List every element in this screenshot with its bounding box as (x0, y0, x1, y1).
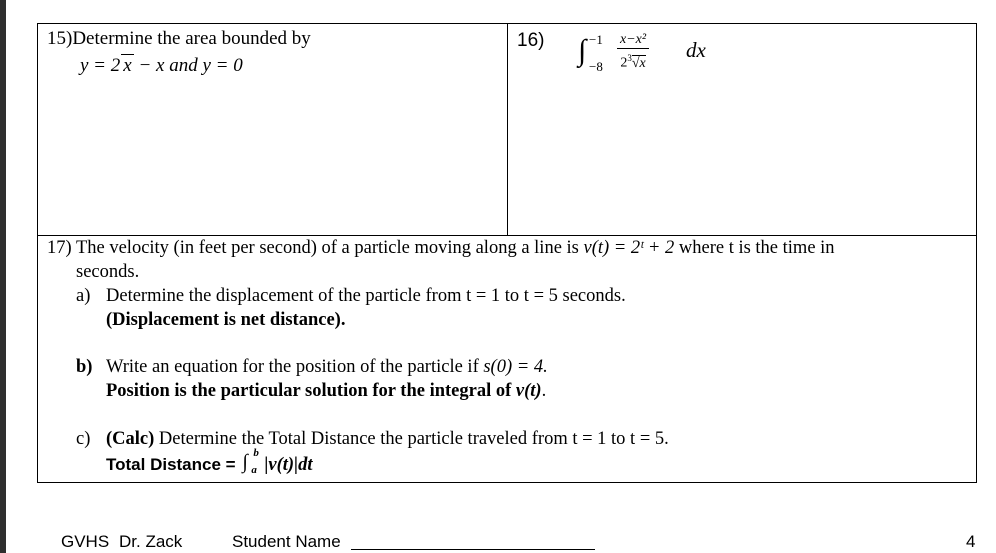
problem-16-cell (507, 23, 977, 236)
part-c-label: c) (76, 429, 91, 449)
part-c-text (106, 429, 669, 450)
equation-suffix: − x and y = 0 (133, 55, 243, 76)
root-index: 3 (627, 53, 632, 63)
denominator (617, 49, 649, 73)
problem-16-integral (578, 28, 728, 78)
equation-prefix: y = 2 (80, 55, 121, 76)
problem-15-cell (37, 23, 508, 236)
part-b-note-suffix: . (541, 381, 547, 401)
differential: dx (686, 38, 706, 62)
part-b-note-var: v(t) (515, 381, 542, 401)
radical (121, 54, 133, 77)
integral-sign: ∫ (242, 451, 248, 473)
upper-limit: −1 (589, 32, 603, 47)
problem-16-number: 16) (517, 30, 545, 51)
page-number: 4 (966, 532, 976, 551)
page-edge-bar (0, 0, 6, 553)
part-c-note (106, 447, 313, 476)
radicand: x (123, 55, 132, 76)
part-a-note-text: (Displacement is net distance). (106, 310, 346, 330)
numerator: x−x² (617, 31, 649, 49)
part-b-text (106, 357, 548, 378)
part-c-note-prefix: Total Distance = (106, 455, 241, 474)
part-a-note (106, 310, 345, 331)
footer-student-label: Student Name (232, 532, 341, 551)
problem-15-title: 15)Determine the area bounded by (47, 28, 311, 49)
footer-school: GVHS (61, 532, 110, 551)
intro-tail: where t is the time in (674, 238, 835, 258)
cube-root: √x (631, 55, 646, 71)
part-c-calc-tag: (Calc) (106, 429, 155, 449)
part-c-integrand: |v(t)|dt (264, 455, 313, 475)
part-a-label: a) (76, 286, 91, 306)
footer-teacher: Dr. Zack (119, 532, 183, 551)
problem-17-cell (37, 235, 977, 483)
part-c-text-body: Determine the Total Distance the particle traveled from t = 1 to t = 5. (154, 429, 669, 449)
lower-limit: −8 (589, 59, 603, 74)
integral-sign: ∫ (578, 34, 587, 67)
denominator-coefficient: 2 (620, 55, 628, 71)
problem-15-equation (80, 54, 243, 77)
part-b-label: b) (76, 357, 93, 377)
part-b-note (106, 381, 546, 402)
lower-limit: a (251, 464, 257, 476)
part-c-integral (240, 447, 264, 476)
student-name-line[interactable] (351, 549, 595, 550)
part-b-text-prefix: Write an equation for the position of the particle if (106, 357, 484, 377)
part-b-condition: s(0) = 4. (483, 357, 548, 377)
part-a-text: Determine the displacement of the particle from t = 1 to t = 5 seconds. (106, 286, 626, 306)
problem-17-intro-line2: seconds. (76, 262, 140, 282)
velocity-function: v(t) = 2ᵗ + 2 (583, 238, 675, 258)
denominator-variable: x (639, 55, 646, 71)
part-b-note-prefix: Position is the particular solution for the integral of (106, 381, 516, 401)
intro-text: 17) The velocity (in feet per second) of a particle moving along a line is (47, 238, 584, 258)
problem-17-intro (47, 238, 835, 259)
upper-limit: b (253, 447, 259, 459)
integrand-fraction (617, 31, 649, 73)
